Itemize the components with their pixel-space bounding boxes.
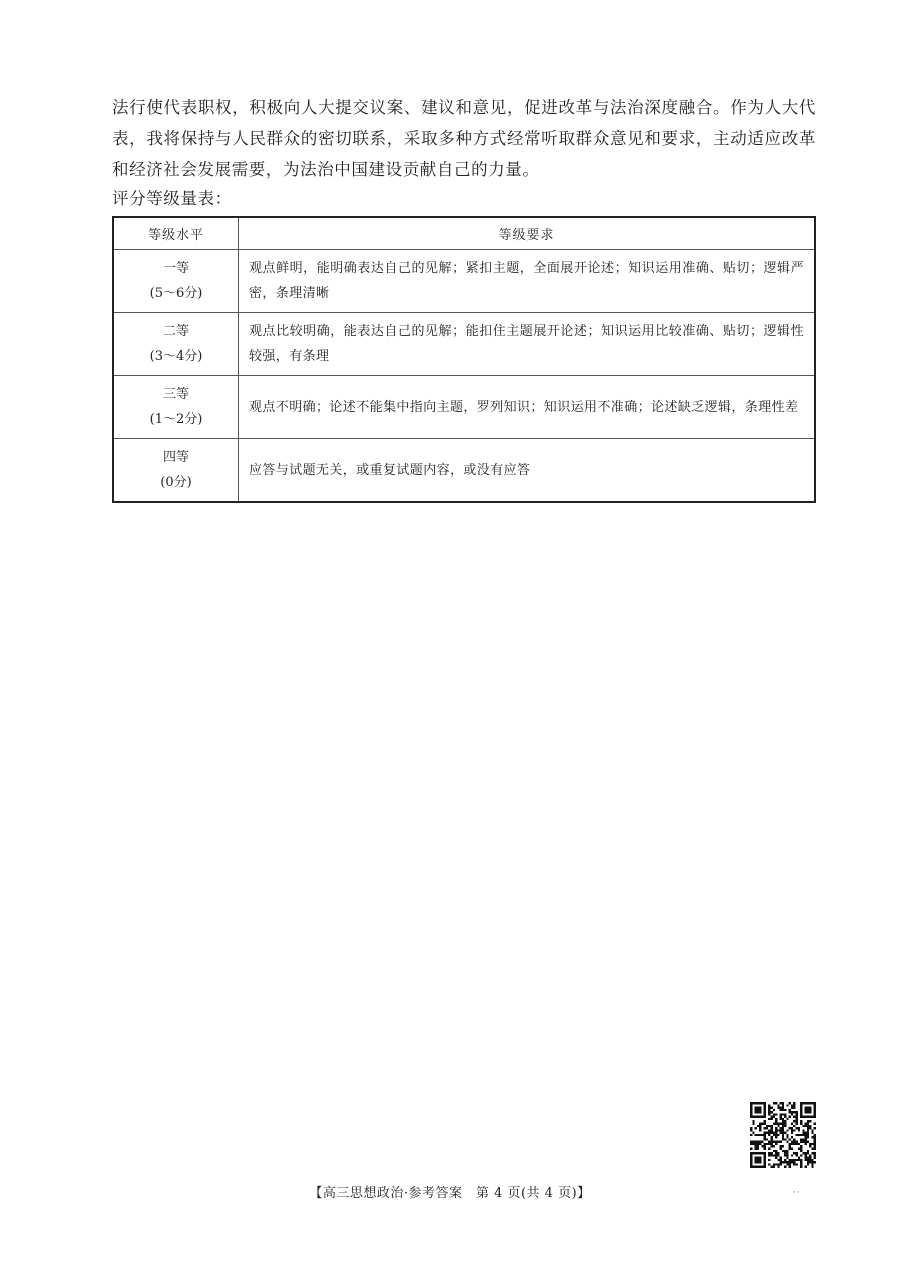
level-name: 三等 <box>162 387 189 402</box>
header-level: 等级水平 <box>113 217 239 250</box>
level-cell <box>113 439 239 503</box>
rubric-table <box>112 216 816 503</box>
rubric-title: 评分等级量表： <box>112 189 232 208</box>
level-cell <box>113 250 239 313</box>
requirement-cell: 观点比较明确，能表达自己的见解；能扣住主题展开论述；知识运用比较准确、贴切；逻辑性较强，有条理 <box>239 313 816 376</box>
table-row <box>113 376 815 439</box>
requirement-cell: 观点鲜明，能明确表达自己的见解；紧扣主题，全面展开论述；知识运用准确、贴切；逻辑严密，条理清晰 <box>239 250 816 313</box>
level-score: (1～2分) <box>149 412 203 427</box>
level-cell <box>113 313 239 376</box>
level-name: 一等 <box>162 261 189 276</box>
level-score: (0分) <box>160 475 192 490</box>
requirement-cell: 观点不明确；论述不能集中指向主题，罗列知识；知识运用不准确；论述缺乏逻辑，条理性差 <box>239 376 816 439</box>
table-row <box>113 439 815 503</box>
rubric-header-row <box>113 217 815 250</box>
level-name: 四等 <box>162 450 189 465</box>
level-name: 二等 <box>162 324 189 339</box>
qr-code-icon <box>750 1102 816 1168</box>
level-score: (3～4分) <box>149 349 203 364</box>
header-requirement: 等级要求 <box>239 217 816 250</box>
level-score: (5～6分) <box>149 286 203 301</box>
answer-paragraph: 法行使代表职权，积极向人大提交议案、建议和意见，促进改革与法治深度融合。作为人大代表，我将保持与人民群众的密切联系，采取多种方式经常听取群众意见和要求，主动适应改革和经济社会发展需要，为法治中国建设贡献自己的力量。 <box>112 98 816 179</box>
table-row <box>113 313 815 376</box>
page-footer: 【高三思想政治·参考答案 第 4 页(共 4 页)】 <box>309 1186 591 1201</box>
table-row <box>113 250 815 313</box>
requirement-cell: 应答与试题无关，或重复试题内容，或没有应答 <box>239 439 816 503</box>
level-cell <box>113 376 239 439</box>
corner-mark: ·· <box>793 1188 801 1198</box>
